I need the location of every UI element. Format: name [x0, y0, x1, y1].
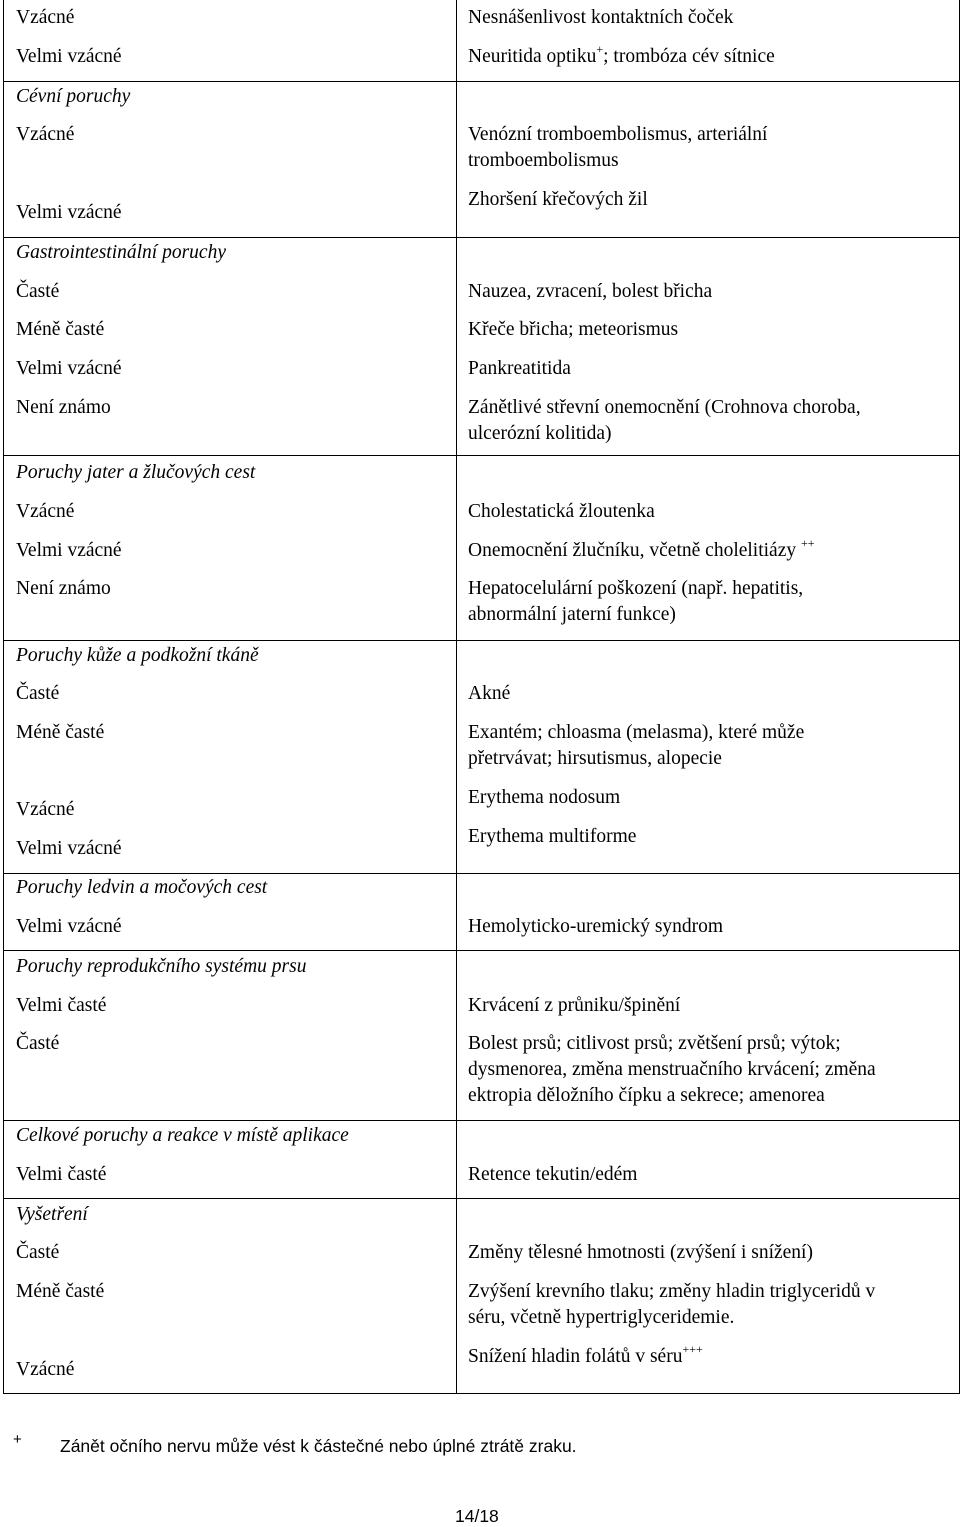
frequency-cell: Není známo [16, 397, 111, 418]
effect-cell: Bolest prsů; citlivost prsů; zvětšení prsů; výtok; [468, 1033, 841, 1054]
superscript-mark: ++ [801, 535, 815, 550]
frequency-cell: Velmi vzácné [16, 358, 122, 379]
section-heading: Gastrointestinální poruchy [16, 242, 226, 263]
section-heading: Celkové poruchy a reakce v místě aplikace [16, 1125, 349, 1146]
section-heading: Poruchy jater a žlučových cest [16, 462, 256, 483]
effect-cell: Snížení hladin folátů v séru+++ [468, 1341, 703, 1367]
frequency-cell: Velmi vzácné [16, 838, 122, 859]
frequency-cell: Není známo [16, 578, 111, 599]
frequency-cell: Vzácné [16, 124, 75, 145]
frequency-cell: Méně časté [16, 319, 105, 340]
frequency-cell: Vzácné [16, 501, 75, 522]
frequency-cell: Velmi vzácné [16, 46, 122, 67]
effect-cell: Neuritida optiku+; trombóza cév sítnice [468, 41, 775, 67]
effect-cell-line2: abnormální jaterní funkce) [468, 604, 676, 625]
effect-cell: Změny tělesné hmotnosti (zvýšení i snížení) [468, 1242, 813, 1263]
section-heading: Vyšetření [16, 1204, 88, 1225]
frequency-cell: Méně časté [16, 722, 105, 743]
effect-cell: Hemolyticko-uremický syndrom [468, 916, 724, 937]
frequency-cell: Méně časté [16, 1281, 105, 1302]
superscript-mark: + [596, 41, 604, 56]
effect-cell-line2: přetrvávat; hirsutismus, alopecie [468, 748, 722, 769]
row-divider [3, 950, 960, 951]
effect-cell: Venózní tromboembolismus, arteriální [468, 124, 768, 145]
superscript-mark: +++ [682, 1341, 703, 1356]
section-heading: Cévní poruchy [16, 86, 131, 107]
frequency-cell: Vzácné [16, 1359, 75, 1380]
column-divider [456, 0, 457, 1394]
row-divider [3, 81, 960, 82]
frequency-cell: Velmi vzácné [16, 540, 122, 561]
effect-cell: Nauzea, zvracení, bolest břicha [468, 281, 713, 302]
effect-cell-line2: tromboembolismus [468, 150, 619, 171]
row-divider [3, 1198, 960, 1199]
footnote-mark: + [13, 1431, 22, 1448]
frequency-cell: Velmi časté [16, 995, 107, 1016]
section-heading: Poruchy reprodukčního systému prsu [16, 956, 307, 977]
effect-cell: Akné [468, 683, 511, 704]
frequency-cell: Velmi časté [16, 1164, 107, 1185]
row-divider [3, 873, 960, 874]
row-divider [3, 640, 960, 641]
footnote-text: Zánět očního nervu může vést k částečné nebo úplné ztrátě zraku. [60, 1436, 577, 1456]
effect-cell: Křeče břicha; meteorismus [468, 319, 679, 340]
frequency-cell: Časté [16, 683, 60, 704]
effect-cell: Erythema nodosum [468, 787, 621, 808]
effect-cell: Exantém; chloasma (melasma), které může [468, 722, 805, 743]
effect-cell: Onemocnění žlučníku, včetně cholelitiázy ++ [468, 535, 815, 561]
effect-cell: Krvácení z průniku/špinění [468, 995, 681, 1016]
effect-cell: Retence tekutin/edém [468, 1164, 638, 1185]
effect-cell-line2: dysmenorea, změna menstruačního krvácení; změna [468, 1059, 876, 1080]
effect-cell: Nesnášenlivost kontaktních čoček [468, 7, 734, 28]
effect-cell: Erythema multiforme [468, 826, 637, 847]
section-heading: Poruchy kůže a podkožní tkáně [16, 645, 259, 666]
frequency-cell: Velmi vzácné [16, 202, 122, 223]
effect-cell-line2: ulcerózní kolitida) [468, 423, 612, 444]
row-divider [3, 237, 960, 238]
frequency-cell: Časté [16, 281, 60, 302]
effect-cell: Pankreatitida [468, 358, 571, 379]
section-heading: Poruchy ledvin a močových cest [16, 877, 268, 898]
effect-cell: Cholestatická žloutenka [468, 501, 655, 522]
effect-cell-line2: séru, včetně hypertriglyceridemie. [468, 1307, 735, 1328]
effect-cell: Zvýšení krevního tlaku; změny hladin triglyceridů v [468, 1281, 876, 1302]
effect-cell-line3: ektropia děložního čípku a sekrece; amenorea [468, 1085, 825, 1106]
frequency-cell: Velmi vzácné [16, 916, 122, 937]
effect-cell: Zhoršení křečových žil [468, 189, 648, 210]
frequency-cell: Vzácné [16, 7, 75, 28]
row-divider [3, 1120, 960, 1121]
row-divider [3, 455, 960, 456]
frequency-cell: Časté [16, 1242, 60, 1263]
frequency-cell: Časté [16, 1033, 60, 1054]
effect-cell: Hepatocelulární poškození (např. hepatitis, [468, 578, 804, 599]
effect-cell: Zánětlivé střevní onemocnění (Crohnova choroba, [468, 397, 861, 418]
frequency-cell: Vzácné [16, 799, 75, 820]
page-number: 14/18 [455, 1506, 499, 1526]
